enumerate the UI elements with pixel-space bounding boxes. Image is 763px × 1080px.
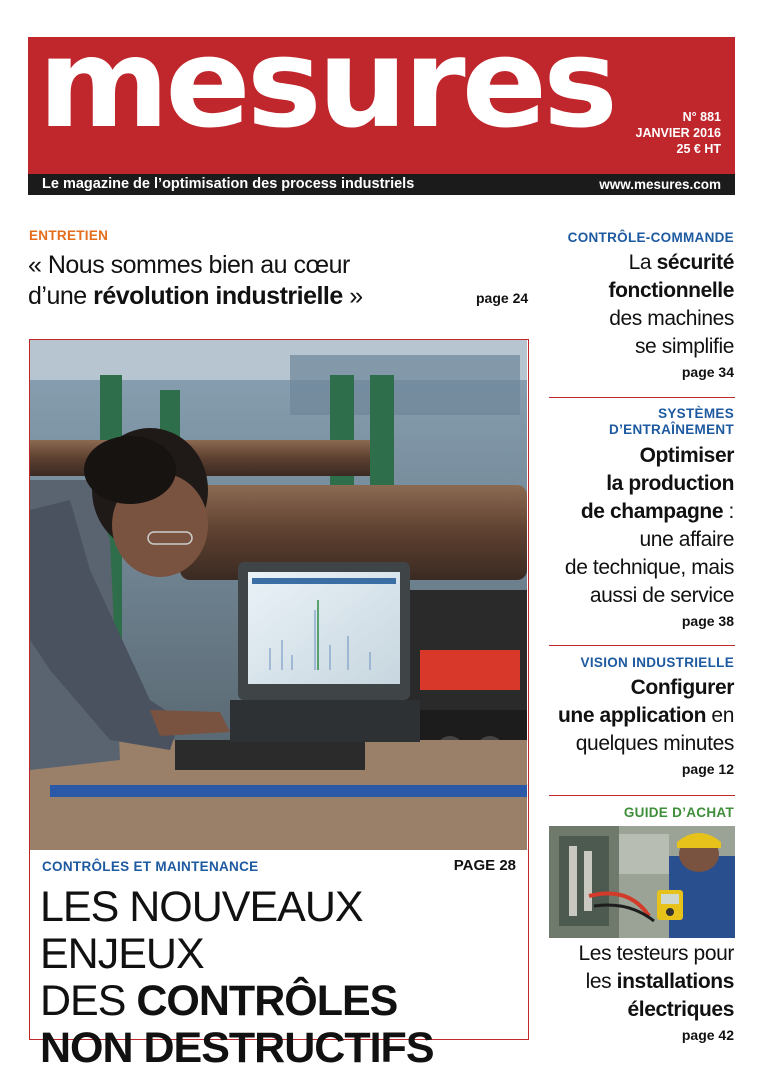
lead-headline-bold: révolution industrielle [93, 282, 343, 310]
feature-headline [40, 884, 520, 1072]
sidebar-page-ref: page 12 [681, 761, 734, 777]
category-line: SYSTÈMES [658, 406, 734, 421]
sidebar-article-guide-achat[interactable] [624, 805, 734, 820]
issue-info [636, 109, 721, 157]
headline-bold: la production [606, 472, 734, 495]
sidebar-category: CONTRÔLE-COMMANDE [567, 230, 734, 245]
magazine-logo: mesures [38, 11, 615, 156]
headline-text: de technique, mais [564, 556, 734, 579]
sidebar-page-ref: page 38 [681, 613, 734, 629]
feature-page-ref: PAGE 28 [453, 857, 516, 874]
sidebar-page-ref: page 34 [681, 364, 734, 380]
sidebar-article-entrainement[interactable] [565, 406, 734, 632]
headline-bold: Configurer [630, 676, 734, 699]
headline-bold: électriques [627, 998, 734, 1021]
issue-number: N° 881 [682, 110, 721, 124]
sidebar-category [565, 406, 734, 438]
headline-bold: Optimiser [639, 444, 734, 467]
issue-price: 25 € HT [676, 142, 721, 156]
headline-bold: sécurité [656, 251, 734, 274]
masthead [28, 11, 735, 195]
headline-text: en [706, 704, 734, 727]
feature-headline-line1: LES NOUVEAUX ENJEUX [40, 883, 363, 978]
headline-text: se simplifie [634, 335, 734, 358]
sidebar-category: GUIDE D’ACHAT [623, 805, 734, 820]
sidebar-divider [549, 645, 735, 646]
feature-headline-line2-bold: CONTRÔLES [136, 977, 398, 1025]
lead-headline-line1: « Nous sommes bien au cœur [28, 251, 350, 279]
headline-text: des machines [609, 307, 734, 330]
headline-text: Les testeurs pour [578, 942, 734, 965]
headline-text: une affaire [639, 528, 734, 551]
sidebar-headline [568, 249, 734, 361]
website-link[interactable]: www.mesures.com [599, 177, 721, 192]
technician-laptop-photo [30, 340, 527, 850]
feature-headline-line2-plain: DES [40, 977, 137, 1025]
category-line: D’ENTRAÎNEMENT [609, 422, 734, 437]
sidebar-divider [549, 397, 735, 398]
sidebar-headline [579, 940, 734, 1024]
headline-text: quelques minutes [575, 732, 734, 755]
headline-text: : [723, 500, 734, 523]
sidebar-article-controle-commande[interactable] [568, 230, 734, 383]
headline-text: La [628, 251, 657, 274]
headline-bold: une application [557, 704, 706, 727]
feature-headline-line3-bold: NON DESTRUCTIFS [40, 1024, 434, 1072]
sidebar-headline [565, 442, 734, 610]
headline-bold: installations [616, 970, 734, 993]
lead-category: ENTRETIEN [29, 228, 109, 243]
tagline: Le magazine de l’optimisation des process industriels [42, 176, 415, 192]
sidebar-page-ref: page 42 [681, 1027, 734, 1043]
headline-bold: de champagne [580, 500, 724, 523]
tagline-bar [28, 174, 735, 195]
feature-box[interactable] [29, 339, 529, 1072]
lead-headline[interactable] [28, 250, 488, 312]
electrician-tester-photo [549, 826, 735, 938]
lead-page-ref: page 24 [476, 290, 529, 306]
issue-date: JANVIER 2016 [635, 126, 721, 140]
feature-photo-illustration [30, 340, 527, 850]
headline-bold: fonctionnelle [608, 279, 734, 302]
feature-category: CONTRÔLES ET MAINTENANCE [42, 859, 259, 874]
sidebar-divider [549, 795, 735, 796]
sidebar-headline [558, 674, 734, 758]
lead-headline-line2: d’une [28, 282, 94, 310]
headline-text: les [585, 970, 617, 993]
guide-photo-illustration [549, 826, 735, 938]
sidebar-category: VISION INDUSTRIELLE [580, 655, 734, 670]
sidebar-article-vision[interactable] [558, 655, 734, 780]
sidebar-article-guide-text[interactable] [579, 940, 734, 1046]
headline-text: aussi de service [589, 584, 734, 607]
lead-headline-end: » [342, 282, 363, 310]
